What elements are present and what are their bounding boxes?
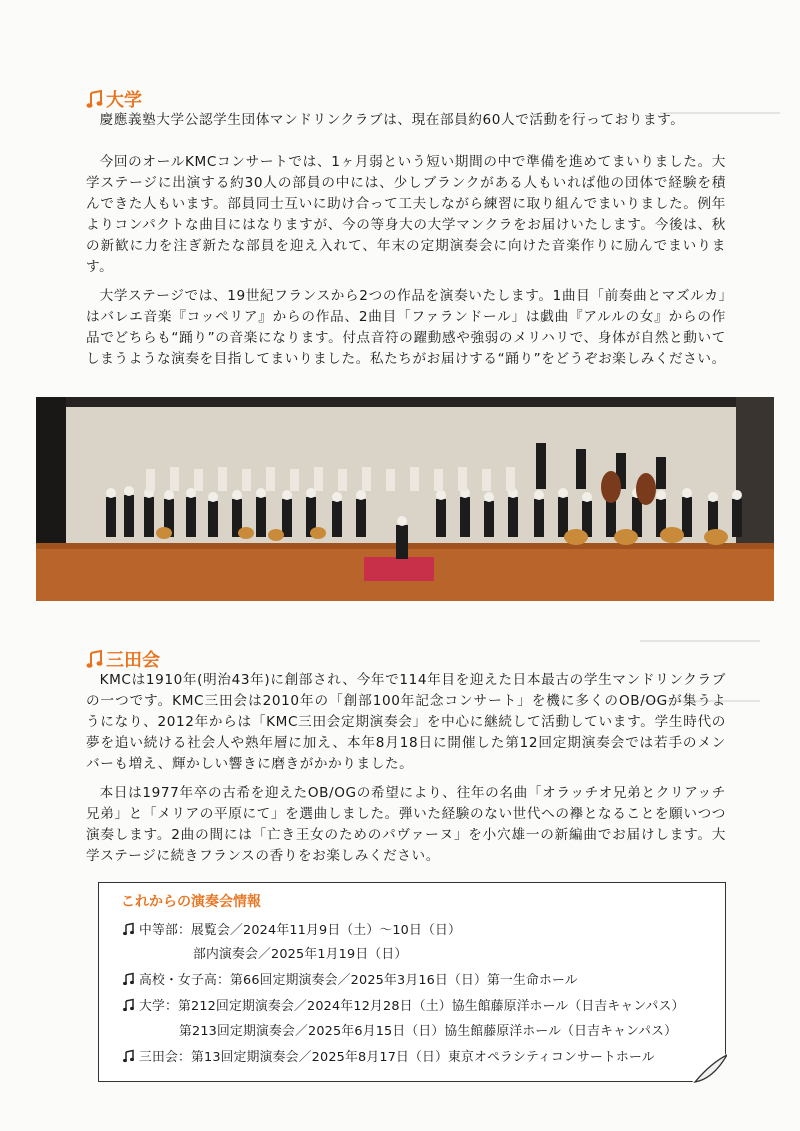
music-note-icon <box>123 1049 135 1063</box>
concert-info-box <box>98 882 726 1082</box>
info-line-text: 大学：第212回定期演奏会／2024年12月28日（土）協生館藤原洋ホール（日吉キャンパス） <box>139 999 685 1014</box>
info-line-text: 部内演奏会／2025年1月19日（日） <box>193 947 408 962</box>
info-line-chutobu <box>123 919 461 938</box>
daigaku-title: 大学 <box>106 90 142 111</box>
info-line-koko <box>123 969 578 988</box>
info-line-daigaku-212 <box>123 995 685 1014</box>
info-line-bunai <box>193 943 407 962</box>
daigaku-paragraph-2: 今回のオールKMCコンサートでは、1ヶ月弱という短い期間の中で準備を進めてまいりました。大学ステージに出演する約30人の部員の中には、少しブランクがある人もいれば他の団体で経験を積んできた人もいます。部員同士互いに助け合って工夫しながら練習に取り組んでまいりました。例年よりコンパクトな曲目にはなりますが、今の等身大の大学マンクラをお届けいたします。今後は、秋の新歓に力を注ぎ新たな部員を迎え入れて、年末の定期演奏会に向けた音楽作りに励んでまいります。 <box>86 154 726 275</box>
orchestra-photo <box>36 397 774 601</box>
music-note-icon <box>123 922 135 936</box>
info-line-text: 中等部：展覧会／2024年11月9日（土）～10日（日） <box>139 923 462 938</box>
mitakai-paragraph-2: 本日は1977年卒の古希を迎えたOB/OGの希望により、往年の名曲「オラッチオ兄弟とクリアッチ兄弟」と「メリアの平原にて」を選曲しました。弾いた経験のない世代への襷となることを願いつつ演奏します。2曲の間には「亡き王女のためのパヴァーヌ」を小穴雄一の新編曲でお届けします。大学ステージに続きフランスの香りをお楽しみください。 <box>86 785 726 864</box>
info-line-daigaku-213 <box>179 1020 677 1039</box>
info-line-mitakai <box>123 1046 655 1065</box>
daigaku-heading <box>86 86 142 112</box>
music-note-icon <box>86 649 104 669</box>
mitakai-title: 三田会 <box>106 650 160 671</box>
daigaku-paragraph-1: 慶應義塾大学公認学生団体マンドリンクラブは、現在部員約60人で活動を行っております。 <box>99 112 685 128</box>
daigaku-paragraph-3: 大学ステージでは、19世紀フランスから2つの作品を演奏いたします。1曲目「前奏曲とマズルカ」はバレエ音楽『コッペリア』からの作品、2曲目「ファランドール」は戯曲『アルルの女』からの作品でどちらも“踊り”の音楽になります。付点音符の躍動感や強弱のメリハリで、身体が自然と動いてしまうような演奏を目指してまいりました。私たちがお届けする“踊り”をどうぞお楽しみください。 <box>86 288 726 367</box>
orchestra-photo-illustration <box>36 397 774 601</box>
page-curl-corner <box>691 1053 727 1083</box>
music-note-icon <box>123 972 135 986</box>
music-note-icon <box>86 89 104 109</box>
info-line-text: 高校・女子高：第66回定期演奏会／2025年3月16日（日）第一生命ホール <box>139 973 578 988</box>
info-line-text: 第213回定期演奏会／2025年6月15日（日）協生館藤原洋ホール（日吉キャンパス） <box>179 1024 678 1039</box>
music-note-icon <box>123 998 135 1012</box>
mitakai-paragraph-1: KMCは1910年(明治43年)に創部され、今年で114年目を迎えた日本最古の学生マンドリンクラブの一つです。KMC三田会は2010年の「創部100年記念コンサート」を機に多くのOB/OGが集うようになり、2012年からは「KMC三田会定期演奏会」を中心に継続して活動しています。学生時代の夢を追い続ける社会人や熟年層に加え、本年8月18日に開催した第12回定期演奏会では若手のメンバーも増え、輝かしい響きに磨きがかかりました。 <box>86 672 726 772</box>
mitakai-heading <box>86 646 160 672</box>
concert-info-title: これからの演奏会情報 <box>121 894 261 910</box>
show-through-rule <box>640 640 760 642</box>
info-line-text: 三田会：第13回定期演奏会／2025年8月17日（日）東京オペラシティコンサートホール <box>139 1050 655 1065</box>
